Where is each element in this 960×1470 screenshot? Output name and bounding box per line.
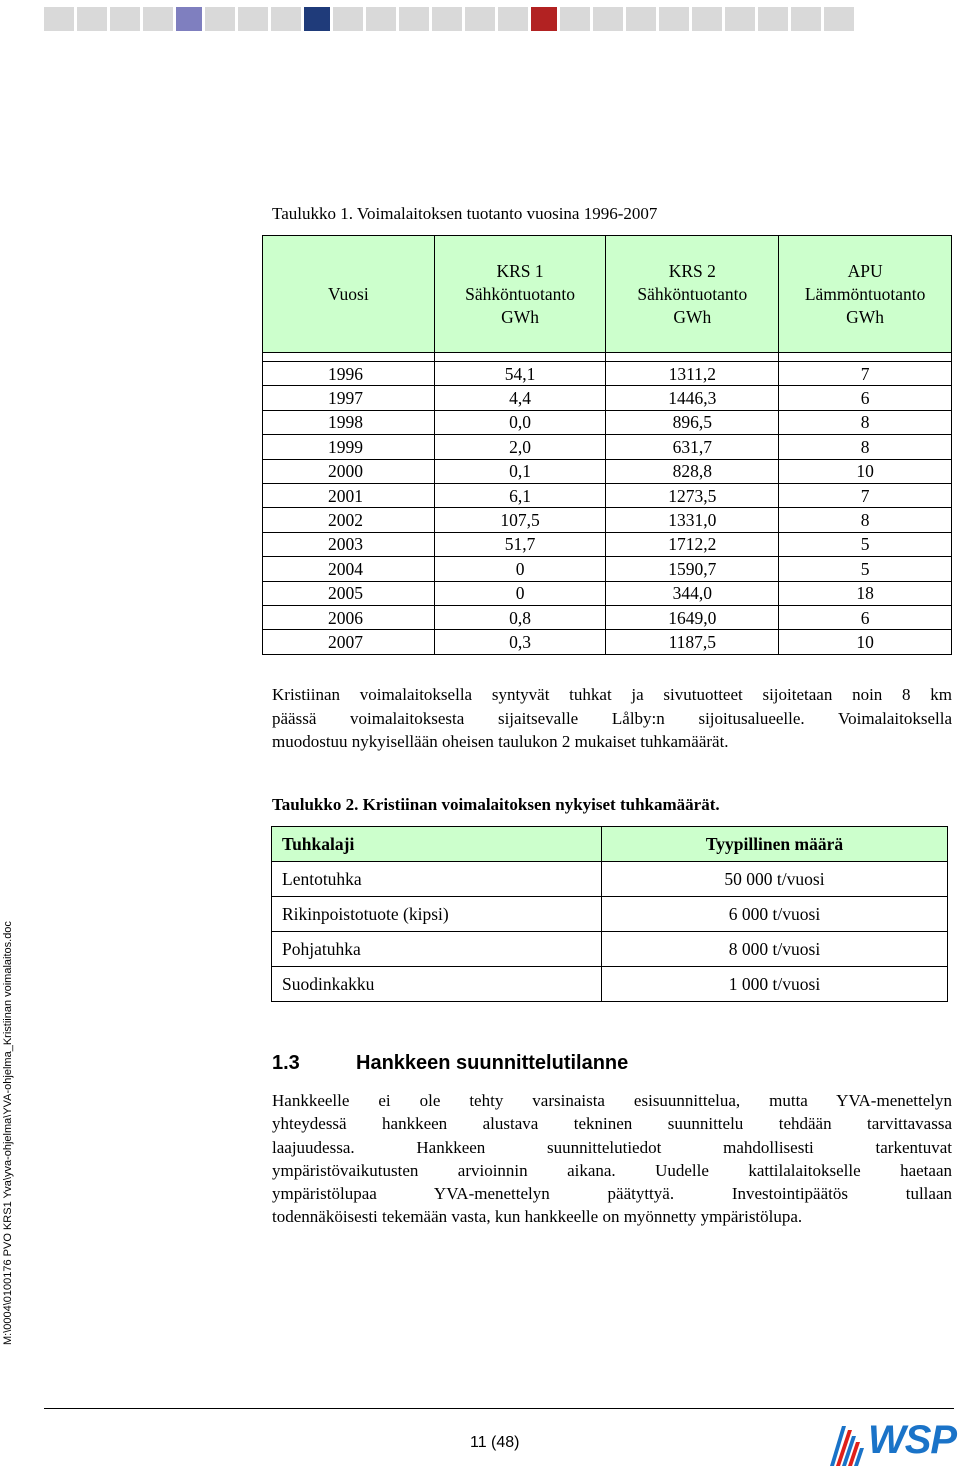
paragraph-line: ympäristölupaa YVA-menettelyn päätyttyä. Investointipäätös tullaan (272, 1184, 952, 1204)
paragraph-line: ympäristövaikutusten arvioinnin aikana. Uudelle kattilalaitokselle haetaan (272, 1160, 952, 1180)
table-row (263, 508, 952, 532)
table2-caption: Taulukko 2. Kristiinan voimalaitoksen nykyiset tuhkamäärät. (272, 795, 720, 814)
apu-cell: 8 (779, 410, 952, 434)
krs1-cell: 107,5 (434, 508, 606, 532)
header-krs2-line3: GWh (673, 306, 712, 327)
ash-disposal-paragraph (272, 683, 952, 754)
krs1-cell: 0,0 (434, 410, 606, 434)
table-row (272, 897, 948, 932)
amount-cell: 6 000 t/vuosi (602, 897, 948, 932)
apu-cell: 6 (779, 386, 952, 410)
production-table (262, 235, 952, 655)
krs1-cell: 0,1 (434, 459, 606, 483)
paragraph-line: muodostuu nykyisellään oheisen taulukon 2 mukaiset tuhkamäärät. (272, 732, 729, 751)
section-heading (272, 1052, 628, 1075)
krs2-cell: 631,7 (606, 435, 779, 459)
apu-cell: 10 (779, 630, 952, 654)
header-square (692, 7, 722, 31)
krs2-cell: 344,0 (606, 581, 779, 605)
header-square (465, 7, 495, 31)
apu-cell: 8 (779, 435, 952, 459)
ash-type-cell: Pohjatuhka (272, 932, 602, 967)
header-square (725, 7, 755, 31)
header-krs1-line2: Sähköntuotanto (465, 283, 575, 304)
header-square (333, 7, 363, 31)
section-title: Hankkeen suunnittelutilanne (356, 1052, 629, 1074)
krs2-cell: 1311,2 (606, 362, 779, 386)
table-row (272, 967, 948, 1002)
paragraph-line: Kristiinan voimalaitoksella syntyvät tuhkat ja sivutuotteet sijoitetaan noin 8 km (272, 685, 952, 704)
krs2-cell: 1273,5 (606, 483, 779, 507)
table-spacer-row (263, 353, 952, 362)
header-color-strip (44, 7, 954, 31)
header-square (560, 7, 590, 31)
header-square (271, 7, 301, 31)
krs2-cell: 1446,3 (606, 386, 779, 410)
amount-cell: 50 000 t/vuosi (602, 862, 948, 897)
apu-cell: 18 (779, 581, 952, 605)
header-square (238, 7, 268, 31)
table-row (263, 532, 952, 556)
krs2-cell: 1331,0 (606, 508, 779, 532)
apu-cell: 8 (779, 508, 952, 532)
table-row (263, 386, 952, 410)
krs1-cell: 2,0 (434, 435, 606, 459)
paragraph-line: laajuudessa. Hankkeen suunnittelutiedot mahdollisesti tarkentuvat (272, 1137, 952, 1157)
header-apu-line2: Lämmöntuotanto (804, 283, 926, 304)
table-row (263, 557, 952, 581)
header-square (659, 7, 689, 31)
header-square (44, 7, 74, 31)
header-krs2 (606, 236, 779, 353)
production-table-body (263, 353, 952, 655)
apu-cell: 10 (779, 459, 952, 483)
ash-type-cell: Suodinkakku (272, 967, 602, 1002)
header-ash-type: Tuhkalaji (272, 827, 602, 862)
paragraph-line: päässä voimalaitoksesta sijaitsevalle Lålby:n sijoitusalueelle. Voimalaitoksella (272, 708, 952, 728)
krs2-cell: 896,5 (606, 410, 779, 434)
table-row (263, 605, 952, 629)
header-square (758, 7, 788, 31)
year-cell: 2000 (263, 459, 435, 483)
table-row (263, 630, 952, 654)
year-cell: 2006 (263, 605, 435, 629)
table-row (263, 459, 952, 483)
year-cell: 2007 (263, 630, 435, 654)
paragraph-line: Hankkeelle ei ole tehty varsinaista esisuunnittelua, mutta YVA-menettelyn (272, 1091, 952, 1110)
header-square (205, 7, 235, 31)
paragraph-line: yhteydessä hankkeen alustava tekninen suunnittelu tehdään tarvittavassa (272, 1114, 952, 1134)
krs1-cell: 0,8 (434, 605, 606, 629)
paragraph-line: todennäköisesti tekemään vasta, kun hankkeelle on myönnetty ympäristölupa. (272, 1207, 803, 1227)
table-row (263, 362, 952, 386)
krs1-cell: 4,4 (434, 386, 606, 410)
header-square (791, 7, 821, 31)
table-row (272, 862, 948, 897)
document-path-sidebar: M:\0004\0100176 PVO KRS1 Yva\yva-ohjelma\YVA-ohjelma_Kristiinan voimalaitos.doc (2, 921, 14, 1345)
year-cell: 1999 (263, 435, 435, 459)
amount-cell: 8 000 t/vuosi (602, 932, 948, 967)
table1-caption: Taulukko 1. Voimalaitoksen tuotanto vuosina 1996-2007 (272, 204, 658, 223)
year-cell: 1996 (263, 362, 435, 386)
header-square (531, 7, 557, 31)
krs1-cell: 0 (434, 557, 606, 581)
year-cell: 1997 (263, 386, 435, 410)
header-apu-line3: GWh (846, 306, 885, 327)
krs2-cell: 1187,5 (606, 630, 779, 654)
year-cell: 1998 (263, 410, 435, 434)
krs2-cell: 1712,2 (606, 532, 779, 556)
header-square (110, 7, 140, 31)
page-number: 11 (48) (470, 1434, 520, 1451)
ash-table-header (272, 827, 948, 862)
krs1-cell: 54,1 (434, 362, 606, 386)
logo-stripes (830, 1426, 864, 1466)
year-cell: 2002 (263, 508, 435, 532)
header-year-label: Vuosi (327, 283, 369, 304)
header-krs1-line3: GWh (501, 306, 540, 327)
production-table-header (263, 236, 952, 353)
header-square (304, 7, 330, 31)
header-square (626, 7, 656, 31)
header-square (498, 7, 528, 31)
year-cell: 2004 (263, 557, 435, 581)
header-square (432, 7, 462, 31)
krs1-cell: 0,3 (434, 630, 606, 654)
section-number: 1.3 (272, 1052, 300, 1074)
krs2-cell: 1649,0 (606, 605, 779, 629)
header-square (824, 7, 854, 31)
ash-amounts-table (271, 826, 948, 1002)
ash-type-cell: Rikinpoistotuote (kipsi) (272, 897, 602, 932)
amount-cell: 1 000 t/vuosi (602, 967, 948, 1002)
table-row (263, 581, 952, 605)
footer-divider (44, 1408, 954, 1409)
table-row (263, 483, 952, 507)
krs1-cell: 51,7 (434, 532, 606, 556)
table-row (263, 410, 952, 434)
header-apu (779, 236, 952, 353)
header-krs1 (434, 236, 606, 353)
header-krs1-line1: KRS 1 (496, 260, 544, 281)
logo-text: WSP (868, 1418, 957, 1462)
apu-cell: 6 (779, 605, 952, 629)
year-cell: 2003 (263, 532, 435, 556)
header-square (176, 7, 202, 31)
header-apu-line1: APU (847, 260, 883, 281)
krs2-cell: 828,8 (606, 459, 779, 483)
apu-cell: 7 (779, 483, 952, 507)
apu-cell: 5 (779, 532, 952, 556)
header-square (77, 7, 107, 31)
header-krs2-line2: Sähköntuotanto (637, 283, 748, 304)
header-square (143, 7, 173, 31)
year-cell: 2005 (263, 581, 435, 605)
header-krs2-line1: KRS 2 (668, 260, 716, 281)
header-typical-amount: Tyypillinen määrä (602, 827, 948, 862)
krs1-cell: 0 (434, 581, 606, 605)
header-square (366, 7, 396, 31)
ash-type-cell: Lentotuhka (272, 862, 602, 897)
apu-cell: 7 (779, 362, 952, 386)
apu-cell: 5 (779, 557, 952, 581)
header-year (263, 236, 435, 353)
krs2-cell: 1590,7 (606, 557, 779, 581)
header-square (399, 7, 429, 31)
header-square (593, 7, 623, 31)
year-cell: 2001 (263, 483, 435, 507)
planning-status-paragraph (272, 1089, 952, 1229)
table-row (272, 932, 948, 967)
table-row (263, 435, 952, 459)
krs1-cell: 6,1 (434, 483, 606, 507)
